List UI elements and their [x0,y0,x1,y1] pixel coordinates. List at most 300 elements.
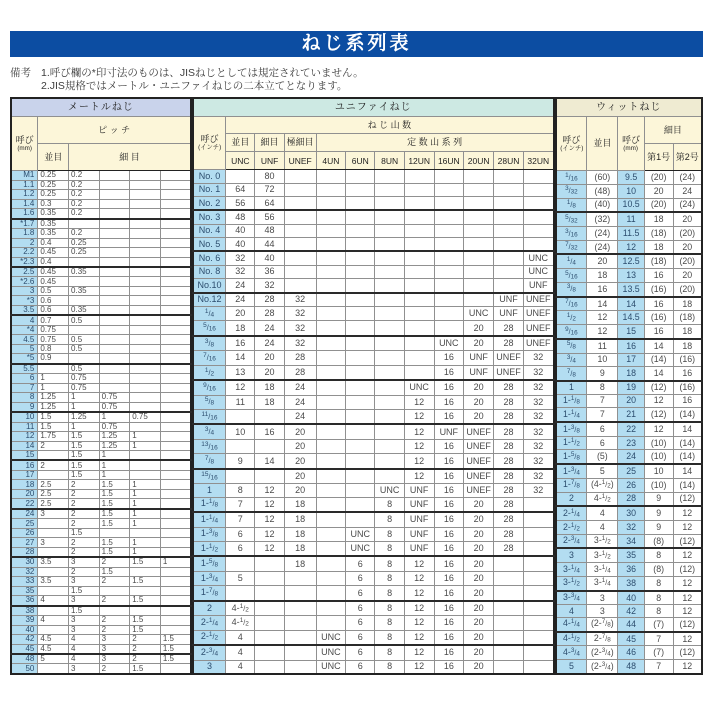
table-cell: UNC [524,251,554,265]
table-cell [375,307,404,321]
table-cell: 0.25 [69,238,100,247]
table-cell [160,267,191,277]
row-key-cell: 4 [11,315,38,325]
row-key-cell: 25 [11,519,38,528]
table-cell: 6 [346,630,375,645]
unified-constant-pitch-header: 定 数 山 系 列 [316,134,553,152]
table-cell: 4-$^1$/2 [587,492,618,506]
table-cell [375,170,404,183]
table-cell: 12 [404,630,434,645]
table-cell: 12 [404,601,434,616]
table-cell: 1.5 [69,470,100,479]
table-cell: 20 [464,645,494,660]
table-row [11,547,191,557]
table-cell: UNF [494,307,524,321]
table-cell [404,365,434,380]
table-cell [38,586,69,595]
table-cell: 28 [284,351,316,365]
row-key-cell: 3-$^1$/2 [556,576,587,590]
row-key-cell: 1-$^1$/8 [556,394,587,408]
row-key-cell: 1.1 [11,180,38,189]
table-cell: UNF [404,512,434,527]
table-row [193,616,554,630]
table-row [11,557,191,567]
table-cell: (16) [673,353,702,367]
table-cell: 2 [69,489,100,498]
table-cell [316,321,345,336]
table-cell: 0.75 [99,393,130,402]
table-cell [130,286,161,295]
table-row [556,436,702,450]
table-cell: 8 [644,605,673,618]
table-cell: 1 [130,519,161,528]
table-cell: 1.5 [99,499,130,509]
table-cell [160,432,191,441]
table-cell [160,441,191,450]
row-key-cell: 20 [618,394,644,408]
table-cell: 0.25 [38,171,69,180]
table-cell: (10) [644,450,673,464]
table-cell: 12 [673,632,702,646]
table-row [11,286,191,295]
table-cell: 16 [434,601,464,616]
table-cell: 18 [226,321,255,336]
table-cell [375,293,404,307]
table-cell [375,279,404,293]
row-key-cell: 10 [618,184,644,198]
row-key-cell: 6 [11,374,38,383]
table-cell: 16 [434,616,464,630]
table-cell: UNEF [524,293,554,307]
table-row [193,527,554,541]
table-cell [316,170,345,183]
unified-table [192,97,555,675]
table-cell [316,279,345,293]
table-cell [404,293,434,307]
table-cell: 28 [494,497,524,512]
table-cell: (40) [587,198,618,212]
note-line-2: 2.JIS規格ではメートル・ユニファイねじの二本立てとなります。 [41,80,348,93]
table-cell: 1.5 [99,480,130,489]
table-cell: 20 [464,601,494,616]
row-key-cell: 32 [618,521,644,535]
table-cell: 11 [226,395,255,409]
row-key-cell: 12 [11,432,38,441]
table-cell: 16 [255,424,284,439]
table-cell: 0.2 [69,180,100,189]
table-cell: 18 [284,541,316,556]
table-row [556,617,702,631]
table-cell: 14 [673,464,702,478]
table-cell: 16 [434,454,464,469]
table-cell: 20 [464,409,494,424]
table-cell: 1.5 [99,489,130,498]
metric-table-header [11,98,191,171]
table-cell: 20 [464,512,494,527]
table-cell: 3 [69,596,100,606]
table-cell [404,321,434,336]
row-key-cell: 3 [193,660,226,674]
table-cell: 7 [644,632,673,646]
row-key-cell: 9.5 [618,171,644,185]
table-cell: 1.5 [69,528,100,537]
row-key-cell: $^5$/16 [193,321,226,336]
table-cell: 2 [99,557,130,567]
table-cell [160,393,191,402]
table-cell: (16) [644,311,673,325]
table-cell: 12 [404,616,434,630]
table-cell: 20 [673,269,702,283]
row-key-cell: 3 [556,548,587,562]
row-key-cell: 5 [11,344,38,353]
table-cell [160,354,191,364]
table-cell [255,660,284,674]
table-cell: 6 [346,601,375,616]
table-cell: 2 [130,635,161,644]
table-cell: 3.5 [38,577,69,586]
table-cell: 6 [226,527,255,541]
table-cell [316,196,345,210]
table-cell: 0.2 [69,199,100,208]
table-cell: 16 [587,282,618,296]
unified-table-header [193,98,554,170]
table-row [193,424,554,439]
table-cell [160,519,191,528]
row-key-cell: 17 [11,470,38,479]
unified-series-col-header: 6UN [346,152,375,170]
table-cell: 18 [587,269,618,283]
table-cell [99,238,130,247]
table-cell: 1.5 [69,586,100,595]
table-cell: 7 [644,660,673,675]
table-cell: 16 [434,571,464,585]
table-cell: (18) [644,254,673,268]
table-cell: 0.3 [38,199,69,208]
table-cell: 1 [99,412,130,422]
table-cell: 28 [494,541,524,556]
table-cell: 5 [38,654,69,664]
table-cell: 0.5 [38,286,69,295]
table-row [11,480,191,489]
table-cell [316,469,345,484]
table-cell: UNEF [524,321,554,336]
table-cell: 7 [587,394,618,408]
table-cell: 28 [494,512,524,527]
table-cell [130,460,161,470]
table-cell: 4 [226,645,255,660]
table-cell [160,257,191,267]
table-row [193,395,554,409]
table-cell: 8 [644,548,673,562]
table-cell [494,660,524,674]
table-row [193,454,554,469]
table-cell [160,315,191,325]
table-cell [375,237,404,251]
table-cell: 16 [434,484,464,497]
table-cell: 0.5 [69,335,100,344]
table-cell: 20 [464,660,494,674]
table-cell [99,315,130,325]
row-key-cell: 18 [618,367,644,381]
table-cell: (16) [673,381,702,394]
unified-series-col-header: 4UN [316,152,345,170]
unified-fine-header: 細目 [255,134,284,152]
table-cell [130,528,161,537]
table-cell [160,325,191,334]
table-row [193,170,554,183]
table-cell [346,237,375,251]
table-cell [160,277,191,286]
table-cell: 12 [644,422,673,436]
row-key-cell: 36 [618,563,644,577]
table-cell: 6 [346,586,375,601]
row-key-cell: 38 [11,606,38,616]
table-row [193,439,554,453]
table-row [11,451,191,461]
table-row [193,293,554,307]
table-cell [494,571,524,585]
table-cell [316,601,345,616]
table-cell: (24) [673,198,702,212]
table-cell [464,293,494,307]
table-row [193,365,554,380]
table-cell: 20 [587,254,618,268]
table-cell: 4 [69,654,100,664]
table-cell [375,183,404,196]
table-cell: 7 [226,512,255,527]
table-cell [404,307,434,321]
table-cell: 2 [130,644,161,654]
table-cell: UNF [464,351,494,365]
table-cell [346,224,375,237]
table-cell [284,586,316,601]
table-row [556,171,702,185]
row-key-cell: 45 [618,632,644,646]
table-cell: 5 [226,571,255,585]
table-cell: 0.35 [38,229,69,238]
row-key-cell: 5 [556,660,587,675]
row-key-cell: $^7$/32 [556,240,587,254]
table-cell: 1.25 [38,393,69,402]
table-cell: 20 [464,541,494,556]
table-cell: 8 [375,556,404,571]
table-cell: 28 [494,454,524,469]
table-cell [375,469,404,484]
row-key-cell: 27 [11,538,38,547]
table-cell [494,196,524,210]
table-cell: 4.5 [38,635,69,644]
table-cell: 20 [255,365,284,380]
table-cell: 12 [404,586,434,601]
table-row [193,279,554,293]
table-cell: 1.75 [38,432,69,441]
row-key-cell: 2-$^3$/4 [556,534,587,548]
table-cell: (12) [673,534,702,548]
table-cell [160,625,191,634]
table-cell [160,305,191,315]
table-cell: 18 [284,512,316,527]
table-cell: 12 [673,605,702,618]
table-cell [99,209,130,219]
table-row [11,586,191,595]
table-cell [346,512,375,527]
table-cell: 28 [494,409,524,424]
table-cell: 16 [434,395,464,409]
table-cell [494,630,524,645]
unified-name-label: 呼び [200,134,219,145]
table-cell [130,606,161,616]
row-key-cell: 36 [11,596,38,606]
table-cell: 8 [375,541,404,556]
table-cell: 14 [644,367,673,381]
row-key-cell: $^1$/4 [193,307,226,321]
table-cell: 1 [130,538,161,547]
row-key-cell: 1-$^1$/4 [193,512,226,527]
table-cell [38,547,69,557]
table-cell: 1 [130,489,161,498]
table-cell [346,196,375,210]
table-cell [160,180,191,189]
table-cell: 0.45 [38,267,69,277]
metric-fine-header: 細 目 [69,144,191,171]
table-cell [160,577,191,586]
table-cell [130,315,161,325]
table-cell [255,630,284,645]
table-cell: UNEF [464,454,494,469]
table-cell: (4-$^1$/2) [587,478,618,492]
table-cell: (7) [644,617,673,631]
table-row [556,660,702,675]
notes [10,67,703,93]
table-cell: 18 [644,212,673,226]
table-cell: 8 [375,527,404,541]
table-cell: (2-$^7$/8) [587,617,618,631]
row-key-cell: 15 [618,324,644,338]
row-key-cell: 28 [11,547,38,557]
table-cell: 6 [346,660,375,674]
row-key-cell: 1-$^3$/8 [556,422,587,436]
table-cell: 1.5 [130,664,161,674]
table-cell: 24 [673,184,702,198]
table-cell: 3 [99,654,130,664]
table-cell: 32 [226,251,255,265]
table-cell [160,460,191,470]
table-row [556,478,702,492]
row-key-cell: 4-$^1$/2 [556,632,587,646]
row-key-cell: 1-$^1$/8 [193,497,226,512]
table-cell: 20 [673,240,702,254]
row-key-cell: $^7$/8 [193,454,226,469]
table-cell: 8 [375,630,404,645]
table-row [556,408,702,422]
row-key-cell: 19 [618,381,644,394]
table-cell: 12 [673,576,702,590]
table-cell: 6 [587,422,618,436]
table-cell [99,354,130,364]
table-row [11,393,191,402]
table-cell: 1.25 [69,412,100,422]
whitworth-fine1-header: 第1号 [644,144,673,171]
table-cell [255,616,284,630]
row-key-cell: 42 [618,605,644,618]
table-cell [316,571,345,585]
table-cell [434,279,464,293]
table-row [193,645,554,660]
table-cell [130,402,161,412]
table-row [11,422,191,431]
table-cell: (14) [673,436,702,450]
table-cell: 12 [587,324,618,338]
table-cell [160,547,191,557]
table-cell: (60) [587,171,618,185]
row-key-cell: 45 [11,644,38,654]
table-row [193,512,554,527]
table-cell: 28 [494,484,524,497]
table-cell [160,209,191,219]
table-cell [99,335,130,344]
table-cell: 11 [587,339,618,353]
table-row [11,635,191,644]
table-row [11,538,191,547]
table-cell [284,279,316,293]
table-cell [284,196,316,210]
table-cell: 3 [99,644,130,654]
table-cell [130,422,161,431]
table-cell [226,170,255,183]
table-row [11,199,191,208]
table-cell [99,606,130,616]
metric-name-unit: (mm) [17,145,33,152]
table-cell: 1.25 [38,402,69,412]
table-cell [375,224,404,237]
metric-name-label: 呼び [15,134,34,145]
table-cell [99,528,130,537]
table-cell [434,321,464,336]
table-cell [404,351,434,365]
table-cell: 9 [644,506,673,520]
row-key-cell: 23 [618,436,644,450]
table-row [11,335,191,344]
table-cell [316,307,345,321]
table-cell [464,224,494,237]
table-cell: 3 [38,509,69,519]
table-cell: 3 [69,625,100,634]
table-cell: 1 [69,422,100,431]
table-cell [524,601,554,616]
table-cell: 0.75 [38,335,69,344]
row-key-cell: 1-$^5$/8 [556,450,587,464]
table-cell: 12 [255,541,284,556]
table-cell: 1.25 [99,432,130,441]
table-cell [38,519,69,528]
table-cell: 0.75 [38,325,69,334]
table-cell [38,451,69,461]
table-row [11,374,191,383]
table-cell: 12 [644,394,673,408]
table-cell: 20 [464,497,494,512]
table-cell: 14 [587,297,618,311]
table-cell: 6 [346,556,375,571]
table-cell: 12 [404,395,434,409]
row-key-cell: 2 [556,492,587,506]
row-key-cell: 9 [11,402,38,412]
table-cell [316,484,345,497]
row-key-cell: 50 [11,664,38,674]
table-cell [69,325,100,334]
table-cell: 5 [587,464,618,478]
table-cell [160,616,191,625]
table-cell: 0.6 [38,296,69,305]
